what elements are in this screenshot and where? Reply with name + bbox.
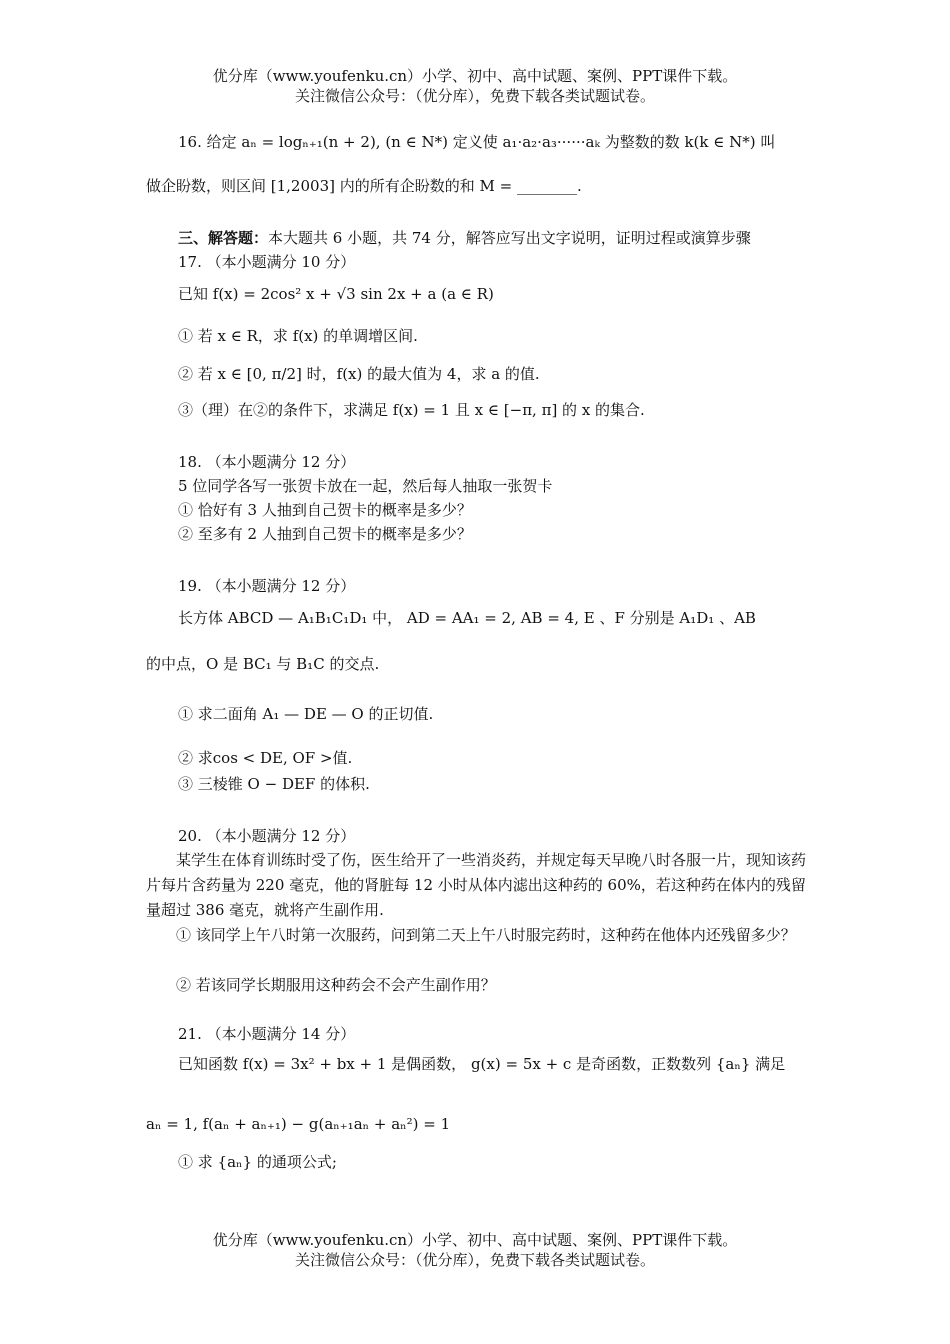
section-3-desc: 本大题共 6 小题，共 74 分，解答应写出文字说明，证明过程或演算步骤: [268, 229, 751, 247]
q18-heading: 18. （本小题满分 12 分）: [178, 453, 356, 471]
q17-heading: 17. （本小题满分 10 分）: [178, 253, 356, 271]
footer-line-1: 优分库（www.youfenku.cn）小学、初中、高中试题、案例、PPT课件下载。: [212, 1231, 738, 1249]
q21-heading: 21. （本小题满分 14 分）: [178, 1025, 356, 1043]
q19-line-1: 长方体 ABCD — A₁B₁C₁D₁ 中， AD = AA₁ = 2, AB = 4, E 、F 分别是 A₁D₁ 、AB: [178, 609, 756, 627]
q20-body: 某学生在体育训练时受了伤，医生给开了一些消炎药，并规定每天早晚八时各服一片，现知该药片每片含药量为 220 毫克，他的肾脏每 12 小时从体内滤出这种药的 60%，若这种药在体内的残留量超过 386 毫克，就将产生副作用.: [146, 851, 807, 919]
q17-part-2: ② 若 x ∈ [0, π/2] 时，f(x) 的最大值为 4，求 a 的值.: [178, 365, 540, 383]
q19-line-5: ③ 三棱锥 O − DEF 的体积.: [178, 775, 370, 793]
q21-line-1: 已知函数 f(x) = 3x² + bx + 1 是偶函数， g(x) = 5x + c 是奇函数，正数数列 {aₙ} 满足: [178, 1055, 786, 1073]
q16-line-2: 做企盼数，则区间 [1,2003] 内的所有企盼数的和 M = ________.: [146, 177, 582, 195]
q17-given: 已知 f(x) = 2cos² x + √3 sin 2x + a (a ∈ R): [178, 285, 494, 303]
q18-line-2: ① 恰好有 3 人抽到自己贺卡的概率是多少？: [178, 501, 472, 519]
q19-line-3: ① 求二面角 A₁ — DE — O 的正切值.: [178, 705, 434, 723]
q21-line-3: ① 求 {aₙ} 的通项公式;: [178, 1153, 337, 1171]
q16-line-1: 16. 给定 aₙ = logₙ₊₁(n + 2), (n ∈ N*) 定义使 a₁·a₂·a₃······aₖ 为整数的数 k(k ∈ N*) 叫: [178, 133, 776, 151]
q19-line-4: ② 求cos < DE, OF >值.: [178, 749, 353, 767]
footer-line-2: 关注微信公众号：（优分库），免费下载各类试题试卷。: [294, 1251, 655, 1269]
q18-line-3: ② 至多有 2 人抽到自己贺卡的概率是多少？: [178, 525, 472, 543]
q18-line-1: 5 位同学各写一张贺卡放在一起，然后每人抽取一张贺卡: [178, 477, 553, 495]
q21-line-2: aₙ = 1, f(aₙ + aₙ₊₁) − g(aₙ₊₁aₙ + aₙ²) = 1: [146, 1115, 451, 1133]
section-3-title: 三、解答题：: [178, 229, 269, 247]
header-line-2: 关注微信公众号：（优分库），免费下载各类试题试卷。: [294, 87, 655, 105]
q17-part-1: ① 若 x ∈ R，求 f(x) 的单调增区间.: [178, 327, 418, 345]
q19-heading: 19. （本小题满分 12 分）: [178, 577, 356, 595]
q20-part-1: ① 该同学上午八时第一次服药，问到第二天上午八时服完药时，这种药在他体内还残留多少？: [176, 926, 796, 944]
q20-part-2: ② 若该同学长期服用这种药会不会产生副作用？: [176, 976, 496, 994]
q19-line-2: 的中点，O 是 BC₁ 与 B₁C 的交点.: [146, 655, 380, 673]
q20-heading: 20. （本小题满分 12 分）: [178, 827, 356, 845]
q17-part-3: ③（理）在②的条件下，求满足 f(x) = 1 且 x ∈ [−π, π] 的 x 的集合.: [178, 401, 645, 419]
section-3-heading: [178, 226, 751, 250]
header-line-1: 优分库（www.youfenku.cn）小学、初中、高中试题、案例、PPT课件下载。: [212, 67, 738, 85]
